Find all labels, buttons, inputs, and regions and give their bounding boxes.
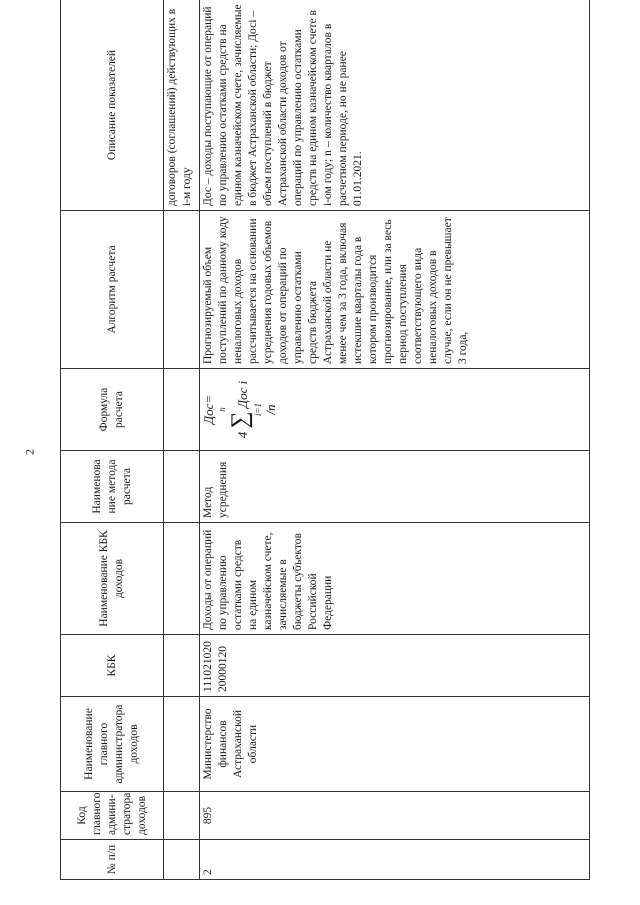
table-row-continued <box>164 0 200 880</box>
formula-term: Дос i <box>235 380 250 409</box>
header-admin-name: Наименование главного администратора доходов <box>61 697 164 792</box>
row-kbk-name: Доходы от операций по управлению остатками средств на едином казначейском счете, зачисляемые в бюджеты субъектов Российской Федерации <box>200 523 590 635</box>
formula-sum-bottom: i=1 <box>253 402 263 417</box>
header-algorithm: Алгоритм расчета <box>61 211 164 369</box>
header-method: Наименова ние метода расчета <box>61 451 164 523</box>
formula-sum-top: n <box>217 407 227 412</box>
header-description: Описание показателей <box>61 0 164 211</box>
row-description: Дос – доходы поступающие от операций по управлению остатками средств на едином казначейском счете, зачисляемые в бюджет Астраханской области; Досi – объем поступлений в бюджет Астраханской области доходов от операций по управлению остатками средств на едином казначейском счете в i-ом году; n – количество кварталов в расчетном периоде, но не ранее 01.01.2021. <box>200 0 590 211</box>
formula-divisor: /n <box>263 404 278 415</box>
row-admin-code: 895 <box>200 792 590 840</box>
table-header-row <box>61 0 164 880</box>
row-formula <box>200 369 590 451</box>
formula-lhs: Дос= <box>201 394 216 425</box>
row-admin-name: Министерство финансов Астраханской области <box>200 697 590 792</box>
row-algorithm: Прогнозируемый объем поступлений по данному коду неналоговых доходов рассчитывается на основании усреднения годовых объемов доходов от операций по управлению остатками средств бюджета Астраханской области не менее чем за 3 года, включая истекшие кварталы года в котором производится прогнозирование, или за весь период поступления соответствующего вида неналоговых доходов в случае, если он не превышает 3 года, <box>200 211 590 369</box>
row-method: Метод усреднения <box>200 451 590 523</box>
header-kbk: КБК <box>61 635 164 697</box>
revenue-table-container <box>60 0 590 880</box>
page-number: 2 <box>22 449 37 455</box>
prev-row-description: договоров (соглашений) действующих в i-м году <box>164 0 200 211</box>
header-formula: Формула расчета <box>61 369 164 451</box>
header-kbk-name: Наименование КБК доходов <box>61 523 164 635</box>
header-num: № п/п <box>61 840 164 880</box>
sigma-icon: ∑ <box>227 411 253 429</box>
row-num: 2 <box>200 840 590 880</box>
header-admin-code: Код главного админи-стратора доходов <box>61 792 164 840</box>
table-row <box>200 0 590 880</box>
revenue-table <box>60 0 590 880</box>
row-kbk: 11102102020000120 <box>200 635 590 697</box>
formula-sum <box>217 373 263 446</box>
formula-coef: 4 <box>235 431 250 439</box>
